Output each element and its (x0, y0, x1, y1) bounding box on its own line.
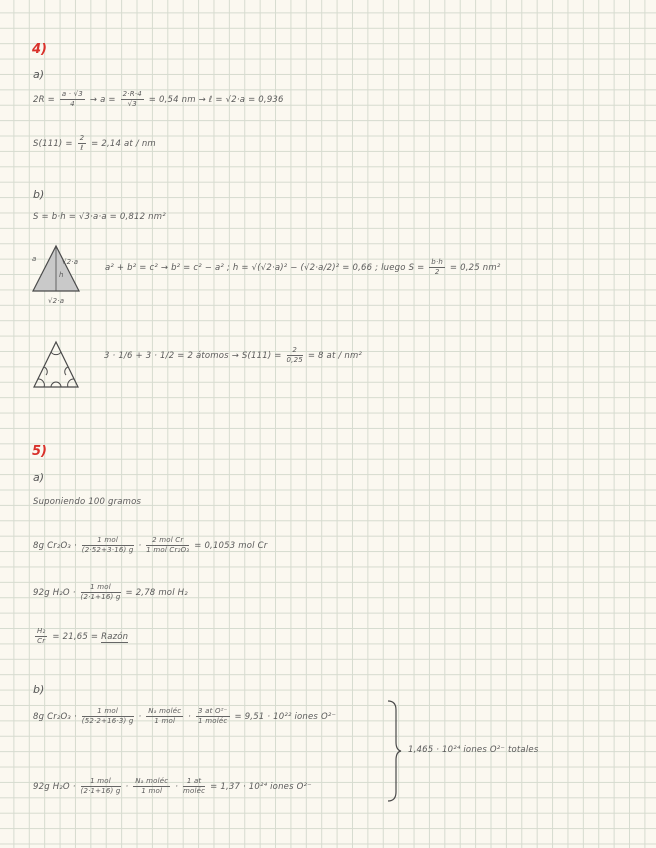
eq-5b-total: 1,465 · 10²⁴ iones O²⁻ totales (408, 745, 539, 755)
eq-5b-line1: 8g Cr₂O₃ · $\frac{\text{1 mol}}{(52\cdot 2+16\cdot 3) g}$ · $\frac{\text{Nₐ moléc}}{\text{1 mol}}$ · $\frac{\text{3 at O²⁻}}{\text{1 moléc}}$ = 9,51 · 10²² iones O²⁻ (33, 707, 337, 725)
eq-5a-ratio-result: Razón (101, 632, 129, 642)
tri1-height-label: h (59, 271, 64, 279)
eq-5a-line1: 8g Cr₂O₃ · $\frac{\text{1 mol}}{(2\cdot 52+3\cdot 16) g}$ · $\frac{\text{2 mol Cr}}{\text{1 mol Cr₂O₃}}$ = 0,1053 mol Cr (33, 536, 268, 554)
eq-5a-line3 (33, 628, 128, 645)
section-4-title: 4) (32, 42, 47, 57)
eq-4b-line3-rhs: = 8 at / nm² (307, 351, 363, 361)
right-brace (386, 700, 402, 802)
eq-5a-line1-frac2: $\frac{\text{2 mol Cr}}{\text{1 mol Cr₂O₃}}$ (146, 536, 190, 554)
eq-4b-line3-lhs: 3 · 1/6 + 3 · 1/2 = 2 átomos → S(111) = (104, 351, 282, 361)
triangle-height-figure (30, 243, 82, 293)
eq-4a-line2-lhs: S(111) = (33, 139, 73, 149)
eq-5b-line1-frac3: $\frac{\text{3 at O²⁻}}{\text{1 moléc}}$ (198, 707, 228, 725)
part-4b-label: b) (33, 188, 45, 201)
eq-5a-intro: Suponiendo 100 gramos (33, 497, 142, 507)
eq-5a-line3-rhs: = 21,65 = (52, 632, 99, 642)
eq-5a-line1-rhs: = 0,1053 mol Cr (194, 541, 268, 551)
tri1-base-label: √2·a (48, 297, 65, 305)
eq-5b-line1-lhs: 8g Cr₂O₃ · (33, 712, 77, 722)
eq-4b-line3 (104, 347, 362, 364)
eq-4a-line1-mid: → a = (89, 95, 116, 105)
eq-5a-line2 (33, 584, 188, 601)
eq-4a-line1-rhs: = 0,54 nm → ℓ = √2·a = 0,936 (148, 95, 284, 105)
eq-4b-line2-text: a² + b² = c² → b² = c² − a² ; h = √(√2·a)² − (√2·a/2)² = 0,66 ; luego S = (105, 263, 425, 273)
tri1-top-label: a (32, 255, 37, 263)
part-4a-label: a) (33, 68, 45, 81)
eq-5a-line3-frac: $\frac{\text{H₂}}{Cr}$ (37, 627, 46, 645)
eq-4a-line2-frac: $\frac{2}{\text{ℓ}}$ (79, 134, 85, 152)
eq-5a-line2-frac1: $\frac{\text{1 mol}}{(2\cdot 1+16) g}$ (80, 583, 121, 601)
eq-4a-line1-frac1: $\frac{a \cdot √3}{4}$ (61, 90, 83, 108)
eq-5a-line1-frac1: $\frac{\text{1 mol}}{(2\cdot 52+3\cdot 16) g}$ (81, 536, 134, 554)
eq-4a-line1-lhs: 2R = (33, 95, 55, 105)
eq-5b-line2-frac3: $\frac{1 at}{\text{moléc}}$ (183, 777, 206, 795)
eq-4a-line2-rhs: = 2,14 at / nm (91, 139, 156, 149)
eq-5b-line2-frac1: $\frac{\text{1 mol}}{(2\cdot 1+16) g}$ (80, 777, 121, 795)
tri1-side-label: √2·a (62, 258, 79, 266)
eq-4a-line2 (33, 135, 156, 152)
part-5a-label: a) (33, 471, 45, 484)
eq-5b-line2-lhs: 92g H₂O · (33, 782, 76, 792)
eq-5b-line1-frac1: $\frac{\text{1 mol}}{(52\cdot 2+16\cdot 3) g}$ (81, 707, 134, 725)
eq-5b-line2: 92g H₂O · $\frac{\text{1 mol}}{(2\cdot 1+16) g}$ · $\frac{\text{Nₐ moléc}}{\text{1 mol}}$ · $\frac{1 at}{\text{moléc}}$ = 1,37 · 10²⁴ iones O²⁻ (33, 777, 312, 795)
eq-4b-line2 (105, 259, 500, 276)
eq-4b-line2-rhs: = 0,25 nm² (449, 263, 501, 273)
triangle-atoms-figure (32, 339, 82, 389)
eq-5a-line2-rhs: = 2,78 mol H₂ (125, 588, 188, 598)
eq-4a-line1 (33, 91, 284, 108)
eq-4b-line2-frac: $\frac{b\cdot h}{2}$ (431, 258, 444, 276)
part-5b-label: b) (33, 683, 45, 696)
eq-5a-line2-lhs: 92g H₂O · (33, 588, 76, 598)
eq-5b-line2-rhs: = 1,37 · 10²⁴ iones O²⁻ (210, 782, 312, 792)
eq-4a-line1-frac2: $\frac{2\cdot R\cdot 4}{√3}$ (122, 90, 142, 108)
eq-5b-line1-rhs: = 9,51 · 10²² iones O²⁻ (234, 712, 337, 722)
eq-4b-line3-frac: $\frac{2}{0,25}$ (286, 346, 303, 364)
eq-5b-line2-frac2: $\frac{\text{Nₐ moléc}}{\text{1 mol}}$ (135, 777, 169, 795)
eq-5a-line1-lhs: 8g Cr₂O₃ · (33, 541, 77, 551)
eq-5b-line1-frac2: $\frac{\text{Nₐ moléc}}{\text{1 mol}}$ (148, 707, 182, 725)
section-5-title: 5) (32, 444, 47, 459)
eq-4b-line1: S = b·h = √3·a·a = 0,812 nm² (33, 212, 166, 222)
